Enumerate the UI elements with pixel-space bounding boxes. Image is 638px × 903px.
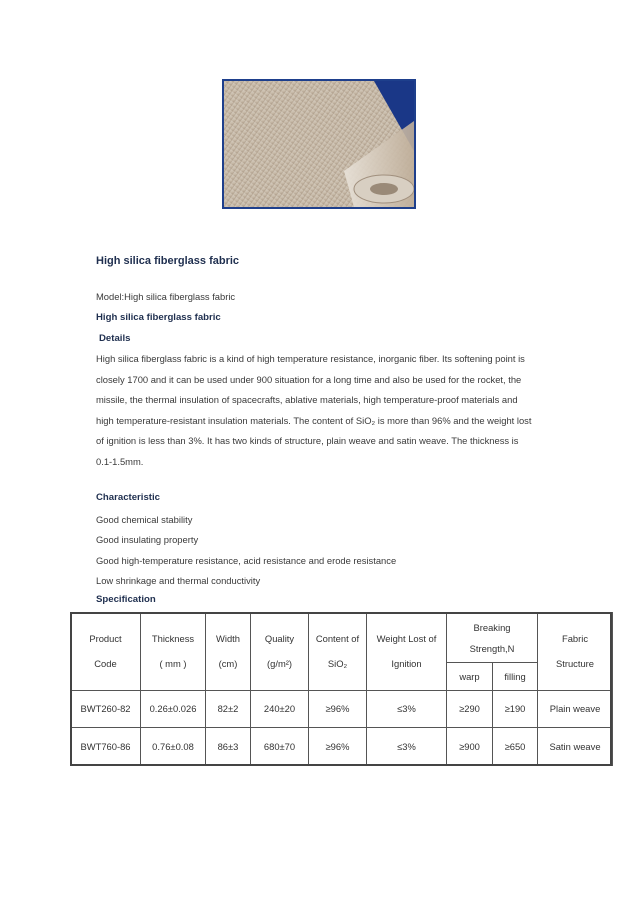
header-product: Product Code xyxy=(71,613,141,691)
table-cell: ≤3% xyxy=(367,728,447,766)
header-quality: Quality (g/m²) xyxy=(251,613,309,691)
specification-table xyxy=(70,612,613,766)
table-cell: Plain weave xyxy=(538,690,613,728)
table-cell: 0.26±0.026 xyxy=(141,690,206,728)
characteristic-item: Good high-temperature resistance, acid resistance and erode resistance xyxy=(96,555,397,566)
table-row xyxy=(71,728,613,766)
header-sio2: Content of SiO₂ xyxy=(309,613,367,691)
specification-heading: Specification xyxy=(96,594,156,605)
table-cell: Satin weave xyxy=(538,728,613,766)
table-cell: ≤3% xyxy=(367,690,447,728)
header-breaking-strength: Breaking Strength,N xyxy=(447,613,538,663)
details-label: Details xyxy=(99,333,131,344)
table-cell: ≥650 xyxy=(493,728,538,766)
header-filling: filling xyxy=(493,663,538,690)
description-line: of ignition is less than 3%. It has two kinds of structure, plain weave and satin weave. The thickness is xyxy=(96,435,519,446)
product-name: High silica fiberglass fabric xyxy=(96,312,221,323)
page-title: High silica fiberglass fabric xyxy=(96,255,240,267)
table-cell: BWT260-82 xyxy=(71,690,141,728)
description-line: 0.1-1.5mm. xyxy=(96,455,144,467)
table-cell: BWT760-86 xyxy=(71,728,141,766)
characteristic-item: Low shrinkage and thermal conductivity xyxy=(96,575,261,586)
table-cell: 86±3 xyxy=(206,728,251,766)
description xyxy=(96,349,556,472)
header-thickness: Thickness ( mm ) xyxy=(141,613,206,691)
table-cell: ≥900 xyxy=(447,728,493,766)
table-cell: 240±20 xyxy=(251,690,309,728)
table-cell: ≥96% xyxy=(309,728,367,766)
characteristic-item: Good chemical stability xyxy=(96,514,193,525)
characteristic-item: Good insulating property xyxy=(96,534,199,545)
table-cell: ≥96% xyxy=(309,690,367,728)
header-weight-lost: Weight Lost of Ignition xyxy=(367,613,447,691)
description-line: high temperature-resistant insulation materials. The content of SiO₂ is more than 96% and the weight lost xyxy=(96,414,532,426)
product-photo xyxy=(222,79,416,209)
model-line: Model:High silica fiberglass fabric xyxy=(96,291,236,302)
description-line: closely 1700 and it can be used under 900 situation for a long time and also be used for the rocket, the xyxy=(96,373,522,385)
header-warp: warp xyxy=(447,663,493,690)
characteristic-heading: Characteristic xyxy=(96,492,160,503)
description-line: High silica fiberglass fabric is a kind of high temperature resistance, inorganic fiber. Its softening point is xyxy=(96,353,525,364)
table-cell: 680±70 xyxy=(251,728,309,766)
table-cell: 0.76±0.08 xyxy=(141,728,206,766)
header-width: Width (cm) xyxy=(206,613,251,691)
table-cell: ≥290 xyxy=(447,690,493,728)
table-row xyxy=(71,690,613,728)
table-cell: ≥190 xyxy=(493,690,538,728)
description-line: missile, the thermal insulation of spacecrafts, ablative materials, high temperature-proof materials and xyxy=(96,394,518,405)
header-structure: Fabric Structure xyxy=(538,613,613,691)
table-cell: 82±2 xyxy=(206,690,251,728)
